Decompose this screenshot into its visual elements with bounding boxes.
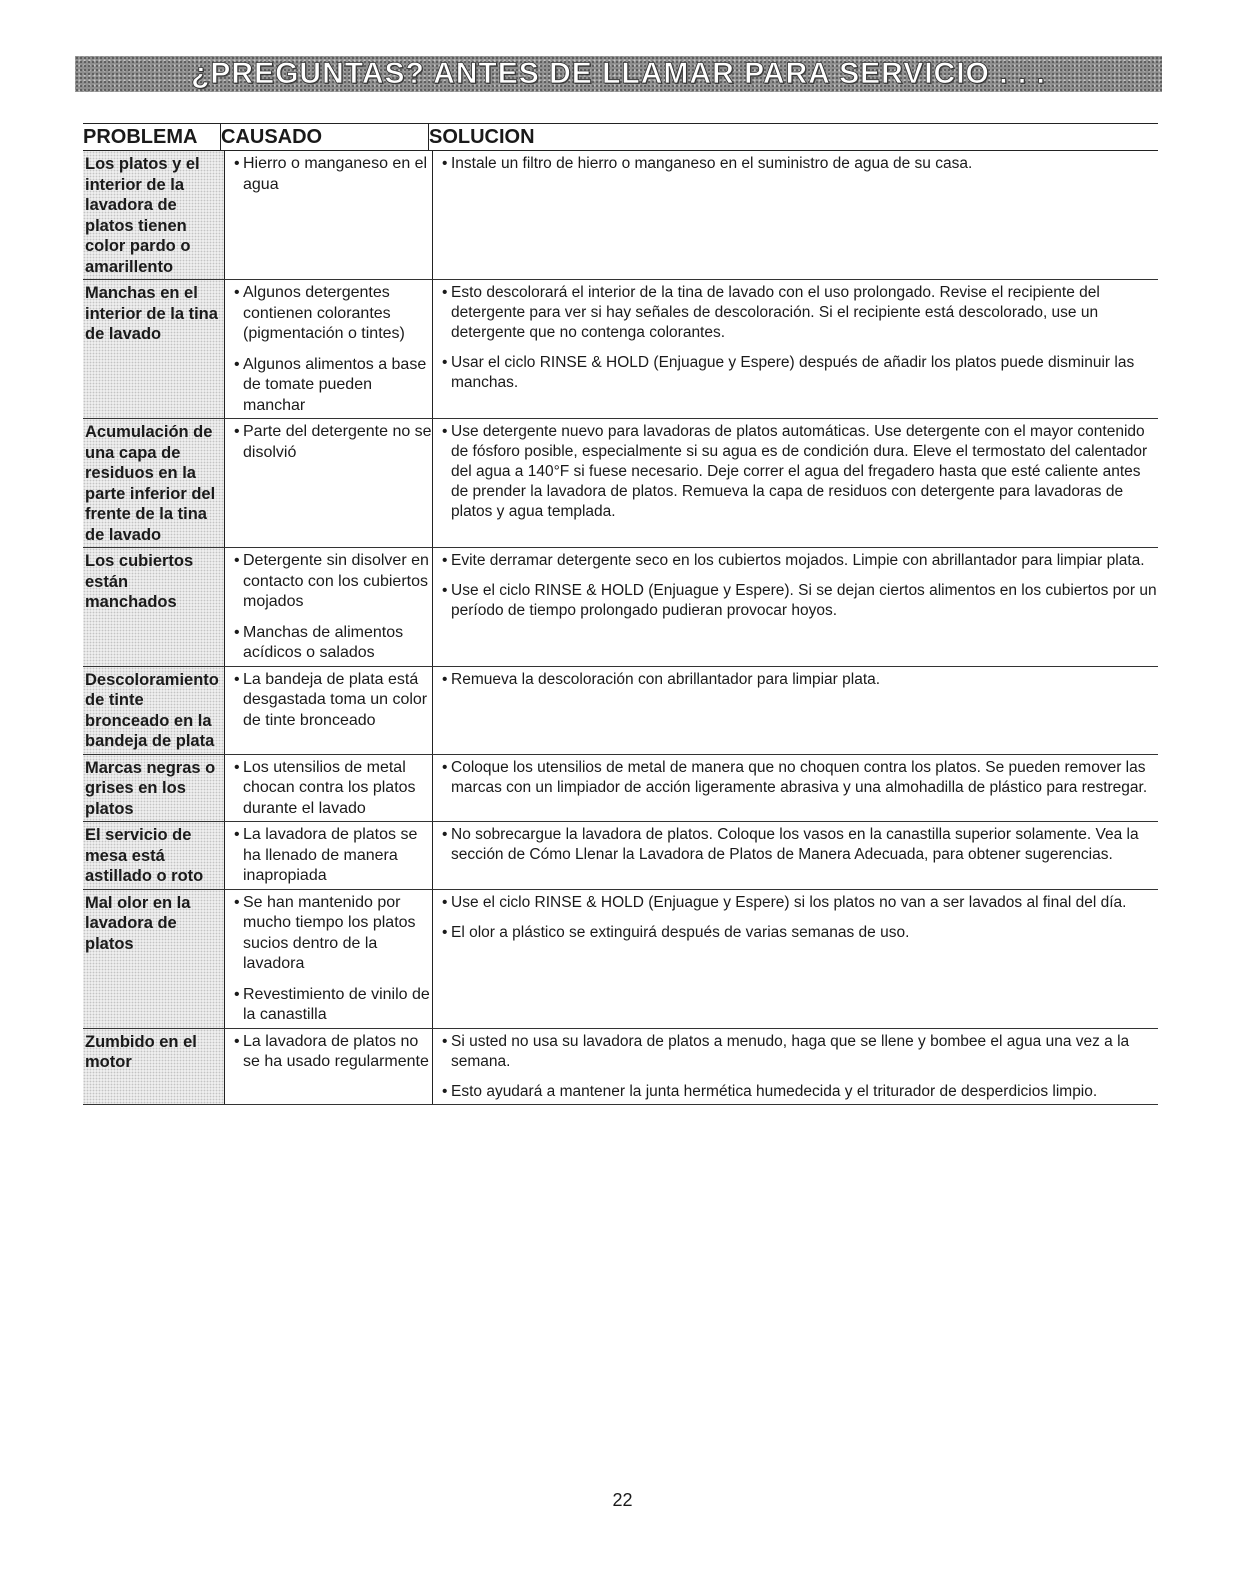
cause-item-text: Algunos alimentos a base de tomate pueden manchar [243, 355, 427, 414]
solution-item-text: Remueva la descoloración con abrillantador para limpiar plata. [451, 670, 881, 688]
solution-cell [432, 548, 1158, 666]
problem-cell: Zumbido en el motor [83, 1029, 224, 1104]
table-header [83, 124, 1158, 151]
cause-item-text: La lavadora de platos se ha llenado de manera inapropiada [243, 826, 418, 884]
solution-cell [432, 667, 1158, 754]
table-row [83, 151, 1158, 280]
page-number: 22 [612, 1490, 633, 1510]
problem-cell: Descoloramiento de tinte bronceado en la bandeja de plata [83, 667, 224, 754]
table-row [83, 419, 1158, 548]
cause-item-text: Se han mantenido por mucho tiempo los platos sucios dentro de la lavadora [243, 893, 416, 972]
cause-item-text: Los utensilios de metal chocan contra los platos durante el lavado [243, 758, 416, 817]
cause-cell [224, 548, 432, 666]
cause-cell [224, 419, 432, 547]
solution-item-text: El olor a plástico se extinguirá después de varias semanas de uso. [451, 923, 910, 941]
cause-item [231, 1032, 432, 1073]
table-row [83, 755, 1158, 823]
bullet-icon: • [234, 623, 240, 641]
solution-item-text: Use detergente nuevo para lavadoras de platos automáticas. Use detergente con el mayor contenido de fósforo posible, especialmente si su agua es de condición dura. Eleve el termostato del calentador del agua a 140°F si fuese necesario. Deje correr el agua del fregadero hasta que esté caliente antes de prender la lavadora de platos. Remueva la capa de residuos con detergente para lavadoras de platos y agua templada. [451, 423, 1148, 520]
problem-cell: Acumulación de una capa de residuos en la parte inferior del frente de la tina de lavado [83, 419, 224, 547]
bullet-icon: • [442, 670, 448, 688]
page-title: ¿PREGUNTAS? ANTES DE LLAMAR PARA SERVICIO . . . [191, 57, 1046, 90]
cause-item [231, 283, 432, 345]
solution-item [439, 825, 1158, 865]
troubleshooting-table [83, 123, 1158, 1105]
problem-cell: Manchas en el interior de la tina de lavado [83, 280, 224, 418]
table-row [83, 280, 1158, 419]
solution-item-text: Instale un filtro de hierro o manganeso en el suministro de agua de su casa. [451, 155, 973, 172]
cause-item-text: La lavadora de platos no se ha usado regularmente [243, 1032, 429, 1070]
cause-item [231, 551, 432, 613]
cause-item-text: Hierro o manganeso en el agua [243, 155, 428, 193]
bullet-icon: • [234, 893, 240, 911]
solution-item-text: Coloque los utensilios de metal de manera que no choquen contra los platos. Se pueden remover las marcas con un limpiador de acción ligeramente abrasiva y una almohadilla de plástico para restregar. [451, 758, 1148, 796]
table-row [83, 548, 1158, 667]
bullet-icon: • [234, 552, 240, 569]
cause-item [231, 825, 432, 887]
solution-cell [432, 151, 1158, 279]
bullet-icon: • [234, 284, 240, 301]
bullet-icon: • [442, 1032, 448, 1050]
table-row [83, 822, 1158, 890]
bullet-icon: • [442, 893, 448, 911]
solution-item [439, 422, 1158, 522]
solution-cell [432, 280, 1158, 418]
solution-item-text: No sobrecargue la lavadora de platos. Coloque los vasos en la canastilla superior solamente. Vea la sección de Cómo Llenar la Lavadora de Platos de Manera Adecuada, para obtener sugerencias. [451, 826, 1139, 863]
bullet-icon: • [442, 1082, 448, 1100]
solution-item-text: Esto ayudará a mantener la junta hermética humedecida y el triturador de desperdicios limpio. [451, 1082, 1098, 1100]
solution-item-text: Si usted no usa su lavadora de platos a menudo, haga que se llene y bombee el agua una vez a la semana. [451, 1032, 1130, 1070]
solution-item-text: Usar el ciclo RINSE & HOLD (Enjuague y Espere) después de añadir los platos puede disminuir las manchas. [451, 354, 1135, 391]
cause-item [231, 985, 432, 1026]
solution-cell [432, 1029, 1158, 1104]
solution-item-text: Esto descolorará el interior de la tina de lavado con el uso prolongado. Revise el recipiente del detergente para ver si hay señales de descoloración. Si el recipiente está descolorado, use un detergente que no contenga colorantes. [451, 284, 1100, 341]
table-row [83, 667, 1158, 755]
cause-item-text: Algunos detergentes contienen colorantes (pigmentación o tintes) [243, 284, 405, 342]
cause-cell [224, 822, 432, 889]
bullet-icon: • [442, 582, 448, 599]
cause-item-text: Manchas de alimentos acídicos o salados [243, 623, 404, 661]
header-problem: PROBLEMA [83, 126, 198, 148]
cause-item-text: Parte del detergente no se disolvió [243, 423, 432, 461]
cause-cell [224, 280, 432, 418]
page-banner [75, 56, 1162, 92]
cause-item [231, 422, 432, 463]
cause-item-text: Detergente sin disolver en contacto con los cubiertos mojados [243, 552, 429, 610]
cause-item [231, 355, 432, 417]
solution-item [439, 551, 1158, 571]
problem-cell: El servicio de mesa está astillado o roto [83, 822, 224, 889]
cause-item [231, 154, 432, 195]
solution-item [439, 670, 1158, 690]
bullet-icon: • [234, 155, 240, 172]
cause-item [231, 758, 432, 820]
table-body [83, 151, 1158, 1105]
solution-item-text: Use el ciclo RINSE & HOLD (Enjuague y Espere) si los platos no van a ser lavados al final del día. [451, 893, 1127, 911]
problem-cell: Los platos y el interior de la lavadora de platos tienen color pardo o amarillento [83, 151, 224, 279]
problem-cell: Los cubiertos están manchados [83, 548, 224, 666]
solution-item [439, 154, 1158, 174]
bullet-icon: • [442, 552, 448, 569]
solution-item [439, 1032, 1158, 1072]
problem-cell: Marcas negras o grises en los platos [83, 755, 224, 822]
solution-cell [432, 755, 1158, 822]
solution-item [439, 283, 1158, 343]
bullet-icon: • [442, 758, 448, 776]
bullet-icon: • [442, 826, 448, 843]
solution-item [439, 353, 1158, 393]
solution-cell [432, 822, 1158, 889]
solution-cell [432, 890, 1158, 1028]
bullet-icon: • [234, 670, 240, 688]
table-row [83, 890, 1158, 1029]
solution-item [439, 758, 1158, 798]
bullet-icon: • [442, 354, 448, 371]
bullet-icon: • [442, 423, 448, 440]
bullet-icon: • [442, 923, 448, 941]
header-solution: SOLUCION [428, 124, 1158, 150]
solution-item-text: Use el ciclo RINSE & HOLD (Enjuague y Espere). Si se dejan ciertos alimentos en los cubiertos por un período de tiempo prolongado pudieran provocar hoyos. [451, 582, 1157, 619]
bullet-icon: • [234, 758, 240, 776]
bullet-icon: • [234, 826, 240, 843]
cause-item-text: La bandeja de plata está desgastada toma un color de tinte bronceado [243, 670, 428, 729]
solution-cell [432, 419, 1158, 547]
problem-cell: Mal olor en la lavadora de platos [83, 890, 224, 1028]
cause-cell [224, 667, 432, 754]
solution-item [439, 1082, 1158, 1102]
bullet-icon: • [442, 284, 448, 301]
solution-item [439, 923, 1158, 943]
cause-item [231, 893, 432, 975]
bullet-icon: • [234, 355, 240, 373]
cause-item [231, 623, 432, 664]
cause-cell [224, 1029, 432, 1104]
cause-cell [224, 890, 432, 1028]
cause-item-text: Revestimiento de vinilo de la canastilla [243, 985, 430, 1023]
bullet-icon: • [234, 985, 240, 1003]
bullet-icon: • [234, 423, 240, 440]
solution-item-text: Evite derramar detergente seco en los cubiertos mojados. Limpie con abrillantador para limpiar plata. [451, 552, 1145, 569]
cause-cell [224, 755, 432, 822]
solution-item [439, 893, 1158, 913]
cause-cell [224, 151, 432, 279]
solution-item [439, 581, 1158, 621]
table-row [83, 1029, 1158, 1105]
bullet-icon: • [234, 1032, 240, 1050]
header-cause: CAUSADO [220, 124, 428, 150]
bullet-icon: • [442, 155, 448, 172]
cause-item [231, 670, 432, 732]
